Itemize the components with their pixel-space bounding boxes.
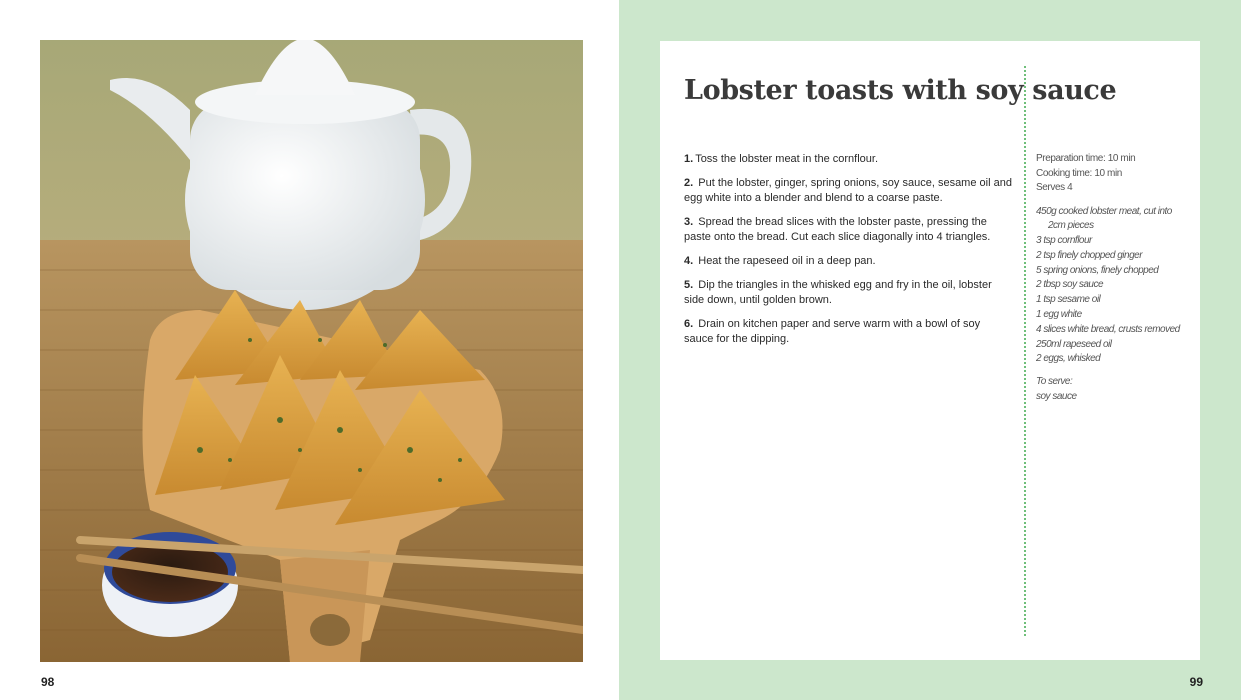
- step-text: Drain on kitchen paper and serve warm with a bowl of soy sauce for the dipping.: [684, 318, 981, 345]
- right-page: [619, 0, 1241, 700]
- page-number-right: 99: [1189, 675, 1203, 689]
- lobster-toast-photo: [40, 40, 583, 662]
- page-number-left: 98: [41, 675, 55, 689]
- cook-time: Cooking time: 10 min: [1036, 167, 1122, 179]
- ingredient: 2 eggs, whisked: [1036, 353, 1101, 365]
- ingredient: 250ml rapeseed oil: [1036, 338, 1112, 350]
- step-text: Spread the bread slices with the lobster paste, pressing the paste onto the bread. Cut each slice diagonally into 4 triangles.: [684, 216, 991, 243]
- ingredient: 2cm pieces: [1048, 220, 1094, 232]
- method-step: [684, 317, 1012, 347]
- step-text: Put the lobster, ginger, spring onions, soy sauce, sesame oil and egg white into a blender and blend to a coarse paste.: [684, 177, 1012, 204]
- recipe-meta: [1036, 152, 1196, 196]
- method-list: [684, 152, 1012, 356]
- serves: Serves 4: [1036, 182, 1073, 193]
- step-text: Toss the lobster meat in the cornflour.: [695, 153, 879, 165]
- recipe-sidebar: [1036, 152, 1196, 405]
- method-step: [684, 254, 1012, 269]
- ingredients-list: [1036, 205, 1196, 368]
- method-step: [684, 215, 1012, 245]
- to-serve: [1036, 375, 1196, 405]
- method-step: [684, 152, 1012, 167]
- dotted-divider: [1024, 66, 1026, 636]
- ingredient: 5 spring onions, finely chopped: [1036, 264, 1159, 276]
- step-number: 4.: [684, 255, 694, 267]
- step-number: 3.: [684, 216, 694, 228]
- ingredient: 450g cooked lobster meat, cut into: [1036, 205, 1172, 217]
- ingredient: 1 egg white: [1036, 309, 1082, 321]
- step-text: Heat the rapeseed oil in a deep pan.: [698, 255, 876, 267]
- to-serve-label: To serve:: [1036, 376, 1073, 388]
- step-number: 6.: [684, 318, 694, 330]
- method-step: [684, 176, 1012, 206]
- to-serve-item: soy sauce: [1036, 391, 1077, 403]
- ingredient: 2 tbsp soy sauce: [1036, 279, 1104, 291]
- step-number: 5.: [684, 279, 694, 291]
- ingredient: 2 tsp finely chopped ginger: [1036, 249, 1143, 261]
- step-number: 2.: [684, 177, 694, 189]
- recipe-title: Lobster toasts with soy sauce: [684, 75, 1117, 106]
- method-step: [684, 278, 1012, 308]
- prep-time: Preparation time: 10 min: [1036, 153, 1136, 164]
- food-photo: [40, 40, 583, 662]
- recipe-card: [660, 41, 1200, 660]
- step-number: 1.: [684, 153, 694, 165]
- ingredient: 4 slices white bread, crusts removed: [1036, 323, 1180, 335]
- ingredient: 1 tsp sesame oil: [1036, 294, 1101, 306]
- step-text: Dip the triangles in the whisked egg and fry in the oil, lobster side down, until golden brown.: [684, 279, 992, 306]
- ingredient: 3 tsp cornflour: [1036, 235, 1092, 247]
- left-page: [0, 0, 619, 700]
